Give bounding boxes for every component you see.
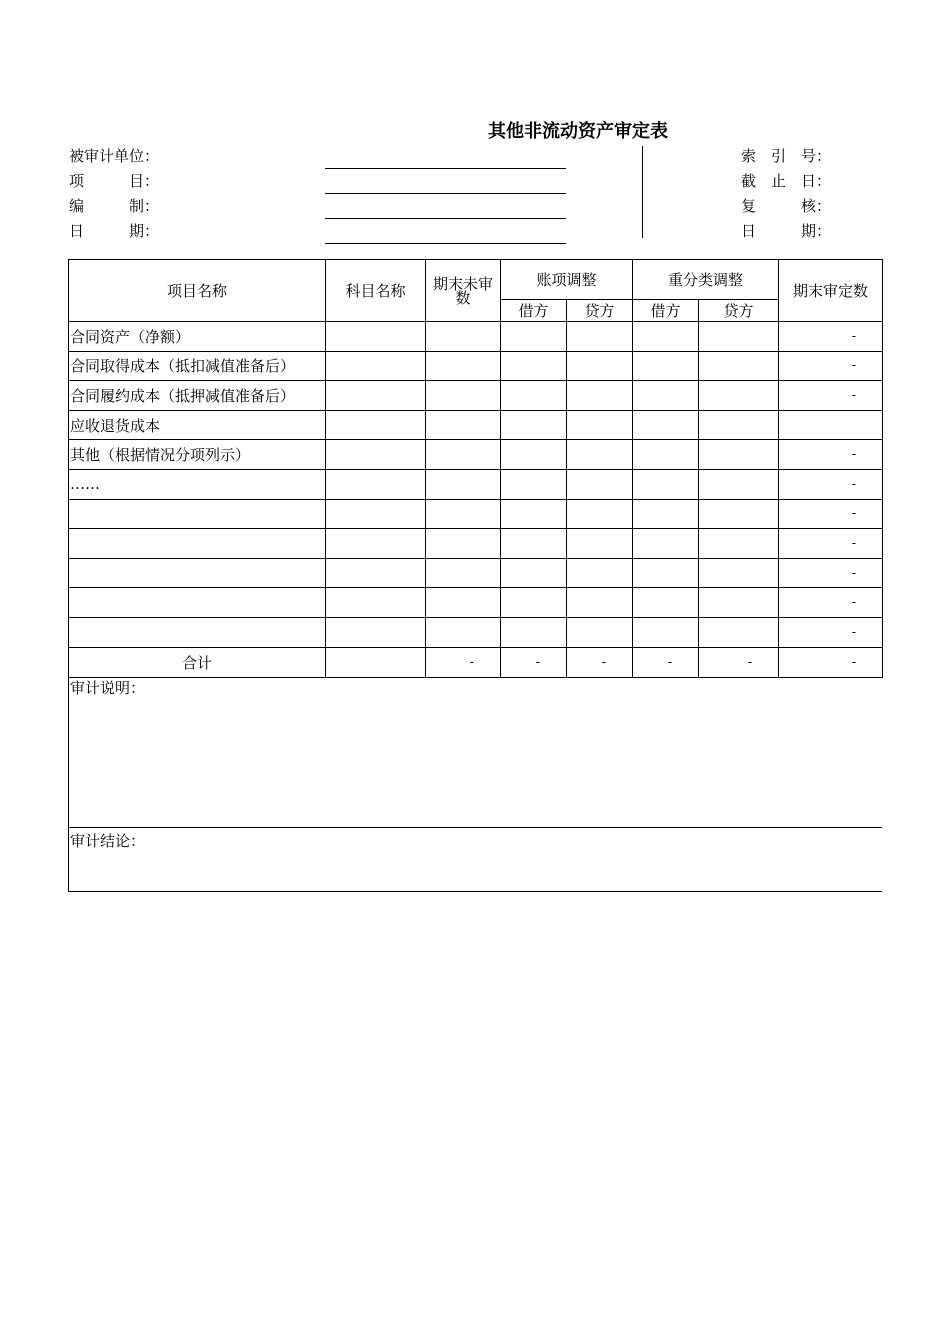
header-label-cutoff-date: 截 止 日：	[741, 172, 832, 190]
item-name-cell[interactable]	[69, 588, 326, 618]
account-name-cell[interactable]	[326, 440, 426, 470]
account-name-cell[interactable]	[326, 351, 426, 381]
audited-cell[interactable]: -	[779, 499, 883, 529]
unaudited-cell[interactable]	[426, 499, 501, 529]
project-field-line[interactable]	[325, 193, 566, 194]
sub-header-adjust-credit: 贷方	[567, 300, 633, 322]
audited-cell[interactable]: -	[779, 529, 883, 559]
adjust-credit-cell[interactable]	[567, 499, 633, 529]
col-header-account-adjustment: 账项调整	[501, 260, 633, 300]
adjust-debit-cell[interactable]	[501, 617, 567, 647]
header-label-audited-unit: 被审计单位：	[69, 147, 160, 165]
audited-cell[interactable]: -	[779, 469, 883, 499]
date-field-line[interactable]	[325, 243, 566, 244]
adjust-credit-cell[interactable]	[567, 558, 633, 588]
reclass-credit-cell[interactable]	[699, 322, 779, 352]
table-row	[69, 440, 883, 470]
item-name-cell[interactable]	[69, 617, 326, 647]
table-row	[69, 529, 883, 559]
reclass-credit-cell[interactable]	[699, 410, 779, 440]
header-label-index-no: 索 引 号：	[741, 147, 832, 165]
adjust-credit-cell[interactable]	[567, 529, 633, 559]
total-label: 合计	[69, 647, 326, 677]
table-row	[69, 558, 883, 588]
total-row	[69, 647, 883, 677]
reclass-debit-cell[interactable]	[633, 469, 699, 499]
reclass-debit-cell[interactable]	[633, 440, 699, 470]
col-header-audited: 期末审定数	[779, 260, 883, 322]
unaudited-cell[interactable]	[426, 558, 501, 588]
total-reclass-debit-cell[interactable]: -	[633, 647, 699, 677]
reclass-debit-cell[interactable]	[633, 322, 699, 352]
account-name-cell[interactable]	[326, 410, 426, 440]
account-name-cell[interactable]	[326, 617, 426, 647]
header-label-reviewer: 复 核：	[741, 197, 832, 215]
adjust-debit-cell[interactable]	[501, 558, 567, 588]
account-name-cell[interactable]	[326, 381, 426, 411]
audited-cell[interactable]: -	[779, 351, 883, 381]
unaudited-cell[interactable]	[426, 351, 501, 381]
header-label-review-date: 日 期：	[741, 222, 832, 240]
reclass-credit-cell[interactable]	[699, 588, 779, 618]
table-row	[69, 322, 883, 352]
reclass-debit-cell[interactable]	[633, 617, 699, 647]
adjust-debit-cell[interactable]	[501, 469, 567, 499]
reclass-credit-cell[interactable]	[699, 529, 779, 559]
account-name-cell[interactable]	[326, 588, 426, 618]
audited-unit-field-line[interactable]	[325, 168, 566, 169]
total-adjust-debit-cell[interactable]: -	[501, 647, 567, 677]
reclass-credit-cell[interactable]	[699, 617, 779, 647]
header-divider	[642, 146, 643, 238]
col-header-unaudited: 期末未审数	[426, 260, 501, 322]
item-name-cell[interactable]	[69, 558, 326, 588]
item-name-cell[interactable]: 应收退货成本	[69, 410, 326, 440]
total-unaudited-cell[interactable]: -	[426, 647, 501, 677]
audit-table	[68, 259, 883, 678]
unaudited-cell[interactable]	[426, 588, 501, 618]
item-name-cell[interactable]: 其他（根据情况分项列示）	[69, 440, 326, 470]
table-row	[69, 617, 883, 647]
reclass-debit-cell[interactable]	[633, 351, 699, 381]
sub-header-reclass-debit: 借方	[633, 300, 699, 322]
audited-cell[interactable]: -	[779, 322, 883, 352]
table-row	[69, 410, 883, 440]
audited-cell[interactable]: -	[779, 617, 883, 647]
col-header-account-name: 科目名称	[326, 260, 426, 322]
adjust-debit-cell[interactable]	[501, 529, 567, 559]
adjust-debit-cell[interactable]	[501, 351, 567, 381]
table-row	[69, 499, 883, 529]
account-name-cell[interactable]	[326, 322, 426, 352]
audited-cell[interactable]	[779, 410, 883, 440]
reclass-credit-cell[interactable]	[699, 558, 779, 588]
unaudited-cell[interactable]	[426, 322, 501, 352]
adjust-credit-cell[interactable]	[567, 410, 633, 440]
item-name-cell[interactable]: 合同履约成本（抵押减值准备后）	[69, 381, 326, 411]
page-title: 其他非流动资产审定表	[488, 121, 668, 142]
table-row	[69, 588, 883, 618]
adjust-credit-cell[interactable]	[567, 322, 633, 352]
unaudited-cell[interactable]	[426, 440, 501, 470]
audited-cell[interactable]: -	[779, 440, 883, 470]
col-header-reclassification: 重分类调整	[633, 260, 779, 300]
table-row	[69, 351, 883, 381]
audited-cell[interactable]: -	[779, 588, 883, 618]
item-name-cell[interactable]	[69, 499, 326, 529]
reclass-debit-cell[interactable]	[633, 529, 699, 559]
account-name-cell[interactable]	[326, 469, 426, 499]
adjust-credit-cell[interactable]	[567, 588, 633, 618]
reclass-debit-cell[interactable]	[633, 558, 699, 588]
header-label-prepared-by: 编 制：	[69, 197, 160, 215]
item-name-cell[interactable]: ……	[69, 469, 326, 499]
adjust-debit-cell[interactable]	[501, 440, 567, 470]
total-adjust-credit-cell[interactable]: -	[567, 647, 633, 677]
table-row	[69, 381, 883, 411]
header-label-project: 项 目：	[69, 172, 160, 190]
item-name-cell[interactable]	[69, 529, 326, 559]
adjust-debit-cell[interactable]	[501, 322, 567, 352]
adjust-debit-cell[interactable]	[501, 410, 567, 440]
adjust-credit-cell[interactable]	[567, 469, 633, 499]
unaudited-cell[interactable]	[426, 410, 501, 440]
account-name-cell[interactable]	[326, 558, 426, 588]
audit-explanation-label: 审计说明：	[70, 679, 146, 697]
unaudited-cell[interactable]	[426, 381, 501, 411]
reclass-credit-cell[interactable]	[699, 381, 779, 411]
account-name-cell[interactable]	[326, 499, 426, 529]
adjust-debit-cell[interactable]	[501, 381, 567, 411]
unaudited-cell[interactable]	[426, 617, 501, 647]
reclass-debit-cell[interactable]	[633, 410, 699, 440]
reclass-debit-cell[interactable]	[633, 588, 699, 618]
unaudited-cell[interactable]	[426, 469, 501, 499]
reclass-credit-cell[interactable]	[699, 499, 779, 529]
total-reclass-credit-cell[interactable]: -	[699, 647, 779, 677]
prepared-by-field-line[interactable]	[325, 218, 566, 219]
audit-conclusion-box[interactable]	[68, 827, 882, 892]
reclass-debit-cell[interactable]	[633, 381, 699, 411]
total-audited-cell[interactable]: -	[779, 647, 883, 677]
audit-explanation-box[interactable]	[68, 675, 882, 828]
unaudited-cell[interactable]	[426, 529, 501, 559]
adjust-credit-cell[interactable]	[567, 351, 633, 381]
header-label-date: 日 期：	[69, 222, 160, 240]
reclass-credit-cell[interactable]	[699, 351, 779, 381]
audit-conclusion-label: 审计结论：	[70, 832, 146, 850]
table-row	[69, 469, 883, 499]
adjust-credit-cell[interactable]	[567, 617, 633, 647]
account-name-cell[interactable]	[326, 529, 426, 559]
item-name-cell[interactable]: 合同取得成本（抵扣减值准备后）	[69, 351, 326, 381]
adjust-credit-cell[interactable]	[567, 381, 633, 411]
reclass-credit-cell[interactable]	[699, 469, 779, 499]
audited-cell[interactable]: -	[779, 558, 883, 588]
reclass-debit-cell[interactable]	[633, 499, 699, 529]
sub-header-reclass-credit: 贷方	[699, 300, 779, 322]
item-name-cell[interactable]: 合同资产（净额）	[69, 322, 326, 352]
adjust-debit-cell[interactable]	[501, 588, 567, 618]
col-header-item-name: 项目名称	[69, 260, 326, 322]
sub-header-adjust-debit: 借方	[501, 300, 567, 322]
adjust-debit-cell[interactable]	[501, 499, 567, 529]
adjust-credit-cell[interactable]	[567, 440, 633, 470]
reclass-credit-cell[interactable]	[699, 440, 779, 470]
total-account-cell[interactable]	[326, 647, 426, 677]
audited-cell[interactable]: -	[779, 381, 883, 411]
